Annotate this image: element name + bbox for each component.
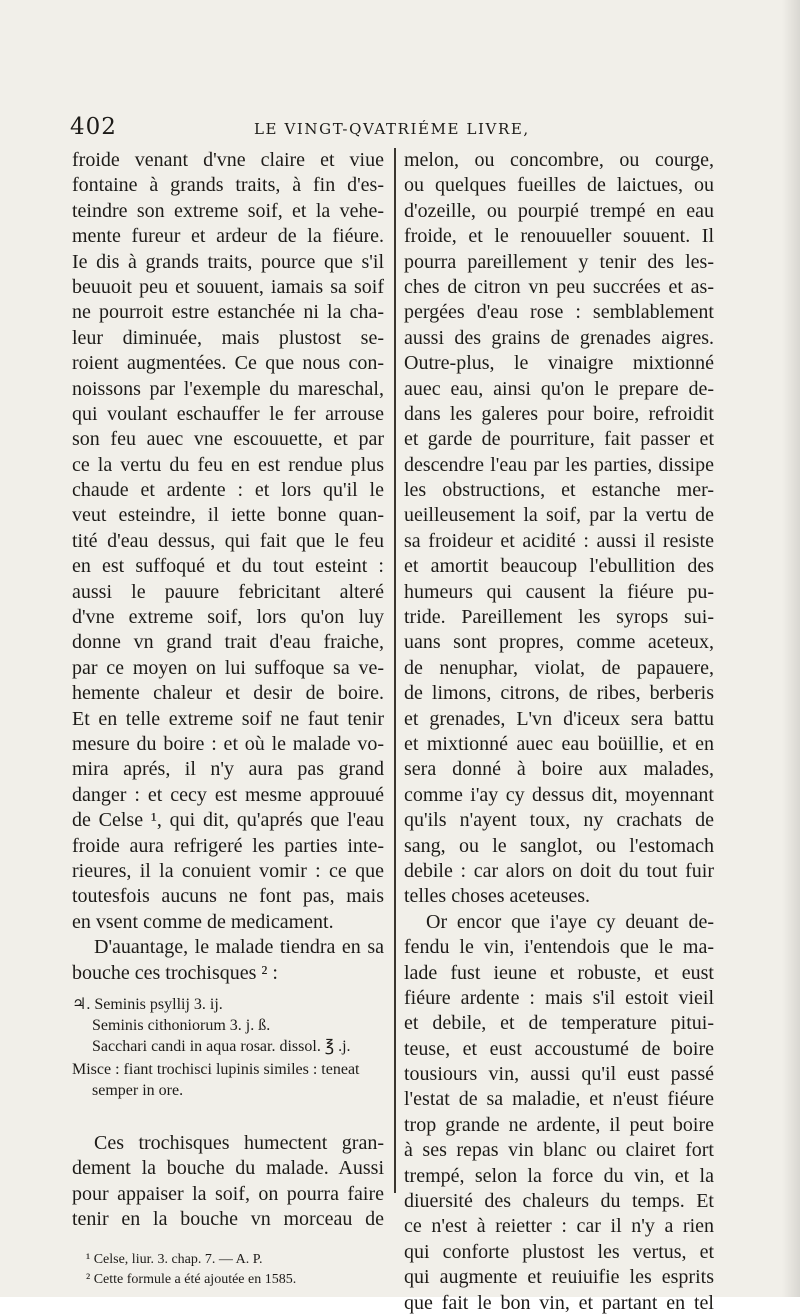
text-line: toutesfois aucuns ne font pas, mais [72,885,384,908]
text-line: et debile, et de temperature pitui- [404,1012,714,1035]
text-line: danger : et cecy est mesme approuué [72,783,384,806]
text-line: descendre l'eau par les parties, dissipe [404,453,714,476]
text-line: sera donné à boire aux malades, [404,758,714,781]
text-line: ne pourroit estre estanchée ni la cha- [72,301,384,324]
text-line: d'ozeille, ou pourpié trempé en eau [404,199,714,222]
text-line: ce la vertu du feu en est rendue plus [72,453,384,476]
text-line: trempé, selon la force du vin, et la [404,1164,714,1187]
text-line: ce n'est à reietter : car il n'y a rien [404,1215,714,1238]
text-line: pergées d'eau rose : semblablement [404,301,714,324]
text-line: et mixtionné auec eau boüillie, et en [404,732,714,755]
text-line: auec eau, ainsi qu'on le prepare de- [404,377,714,400]
text-line: hemente chaleur et desir de boire. [72,682,384,705]
section-gap [72,1101,384,1131]
text-line: mente fureur et ardeur de la fiéure. [72,225,384,248]
text-line: rieures, il la conuient vomir : ce que [72,859,384,882]
text-line: sa froideur et acidité : aussi il resiste [404,529,714,552]
text-line: l'estat de sa maladie, et n'eust fiéure [404,1088,714,1111]
text-line: et garde de pourriture, fait passer et [404,428,714,451]
right-column [404,148,714,1316]
footnotes [72,1250,384,1290]
text-line: tité d'eau dessus, qui fait que le feu [72,529,384,552]
text-line: roient augmentées. Ce que nous con- [72,352,384,375]
left-paragraphs [72,148,384,986]
text-line: tride. Pareillement les syrops sui- [404,606,714,629]
text-line: teuse, et eust accoustumé de boire [404,1037,714,1060]
recipe-line: Sacchari candi in aqua rosar. dissol. ℥ .j. [92,1037,351,1055]
left-column [72,148,384,1290]
text-line: ches de citron vn peu succrées et as- [404,275,714,298]
text-line: à ses repas vin blanc ou clairet fort [404,1139,714,1162]
text-line: d'vne extreme soif, lors qu'on luy [72,606,384,629]
text-line: dans les galeres pour boire, refroidit [404,402,714,425]
text-line: fontaine à grands traits, à fin d'es- [72,174,384,197]
text-line: que fait le bon vin, et partant en tel [404,1291,714,1314]
text-line: qui voulant eschauffer le fer arrouse [72,402,384,425]
text-line: de limons, citrons, de ribes, berberis [404,682,714,705]
text-line: lade fust ieune et robuste, et eust [404,961,714,984]
text-line: beuuoit peu et souuent, iamais sa soif [72,275,384,298]
text-line: de nenuphar, violat, de papauere, [404,656,714,679]
text-line: sang, ou le sanglot, ou l'estomach [404,834,714,857]
page-number: 402 [70,114,117,140]
text-line: Or encor que i'aye cy deuant de- [426,910,714,933]
text-line: fiéure ardente : mais s'il estoit vieil [404,986,714,1009]
text-line: froide aura refrigeré les parties inte- [72,834,384,857]
text-line: aussi le pauure febricitant alteré [72,580,384,603]
recipe-line: ♃. Seminis psyllij 3. ij. [72,995,223,1013]
footnote: ² Cette formule a été ajoutée en 1585. [86,1272,297,1288]
text-line: leur diminuée, mais plustost se- [72,326,384,349]
text-line: son feu auec vne escouuette, et par [72,428,384,451]
text-line: D'auantage, le malade tiendra en sa [94,936,384,959]
text-line: tousiours vin, aussi qu'il eust passé [404,1063,714,1086]
text-line: et grenades, L'vn d'iceux sera battu [404,707,714,730]
text-line: bouche ces trochisques ² : [72,961,278,984]
text-line: mesure du boire : et où le malade vo- [72,732,384,755]
text-line: trop grande ne ardente, il peut boire [404,1113,714,1136]
recipe-block [72,994,384,1101]
text-line: chaude et ardente : et lors qu'il le [72,479,384,502]
recipe-line: Seminis cithoniorum 3. j. ß. [92,1016,271,1034]
text-line: diuersité des chaleurs du temps. Et [404,1190,714,1213]
text-line: humeurs qui causent la fiéure pu- [404,580,714,603]
text-line: Ie dis à grands traits, pource que s'il [72,250,384,273]
text-line: qui augmente et reuiuifie les esprits [404,1266,714,1289]
text-line: en vsent comme de medicament. [72,910,334,933]
text-line: pour appaiser la soif, on pourra faire [72,1182,384,1205]
text-line: veut esteindre, il iette bonne quan- [72,504,384,527]
footnote: ¹ Celse, liur. 3. chap. 7. — A. P. [86,1252,263,1268]
text-line: ueilleusement la soif, par la vertu de [404,504,714,527]
text-line: par ce moyen on lui suffoque sa ve- [72,656,384,679]
text-line: comme i'ay cy dessus dit, moyennant [404,783,714,806]
recipe-instruction: Misce : fiant trochisci lupinis similes : teneat [72,1060,360,1078]
page-header [70,114,730,144]
text-line: fendu le vin, i'entendois que le ma- [404,936,714,959]
text-line: debile : car alors on doit du tout fuir [404,859,714,882]
text-line: qu'ils n'ayent toux, ny crachats de [404,809,714,832]
left-paragraph-after-recipe [72,1131,384,1233]
text-line: mira aprés, il n'y aura pas grand [72,758,384,781]
text-line: tenir en la bouche vn morceau de [72,1208,384,1231]
text-line: Ces trochisques humectent gran- [94,1131,384,1154]
text-line: dement la bouche du malade. Aussi [72,1157,384,1180]
text-line: en est suffoqué et du tout esteint : [72,555,384,578]
text-line: de Celse ¹, qui dit, qu'aprés que l'eau [72,809,384,832]
recipe-instruction: semper in ore. [92,1081,184,1099]
text-line: teindre son extreme soif, et la vehe- [72,199,384,222]
text-line: pourra pareillement y tenir des les- [404,250,714,273]
page-edge-shadow [782,0,800,1297]
text-line: Et en telle extreme soif ne faut tenir [72,707,384,730]
text-line: froide venant d'vne claire et viue [72,149,384,171]
text-line: aussi des grains de grenades aigres. [404,326,714,349]
text-line: uans sont propres, comme aceteux, [404,631,714,654]
text-line: melon, ou concombre, ou courge, [404,149,714,171]
text-line: qui conforte plustost les vertus, et [404,1240,714,1263]
text-line: noissons par l'exemple du mareschal, [72,377,384,400]
text-line: les obstructions, et estanche mer- [404,479,714,502]
column-divider [394,148,396,1193]
text-line: ou quelques fueilles de laictues, ou [404,174,714,197]
text-line: et amortit beaucoup l'ebullition des [404,555,714,578]
text-line: donne vn grand trait d'eau fraiche, [72,631,384,654]
running-head: LE VINGT-QVATRIÉME LIVRE, [254,120,530,138]
text-line: Outre-plus, le vinaigre mixtionné [404,352,714,375]
text-line: telles choses aceteuses. [404,885,591,908]
text-line: froide, et le renouueller souuent. Il [404,225,714,248]
